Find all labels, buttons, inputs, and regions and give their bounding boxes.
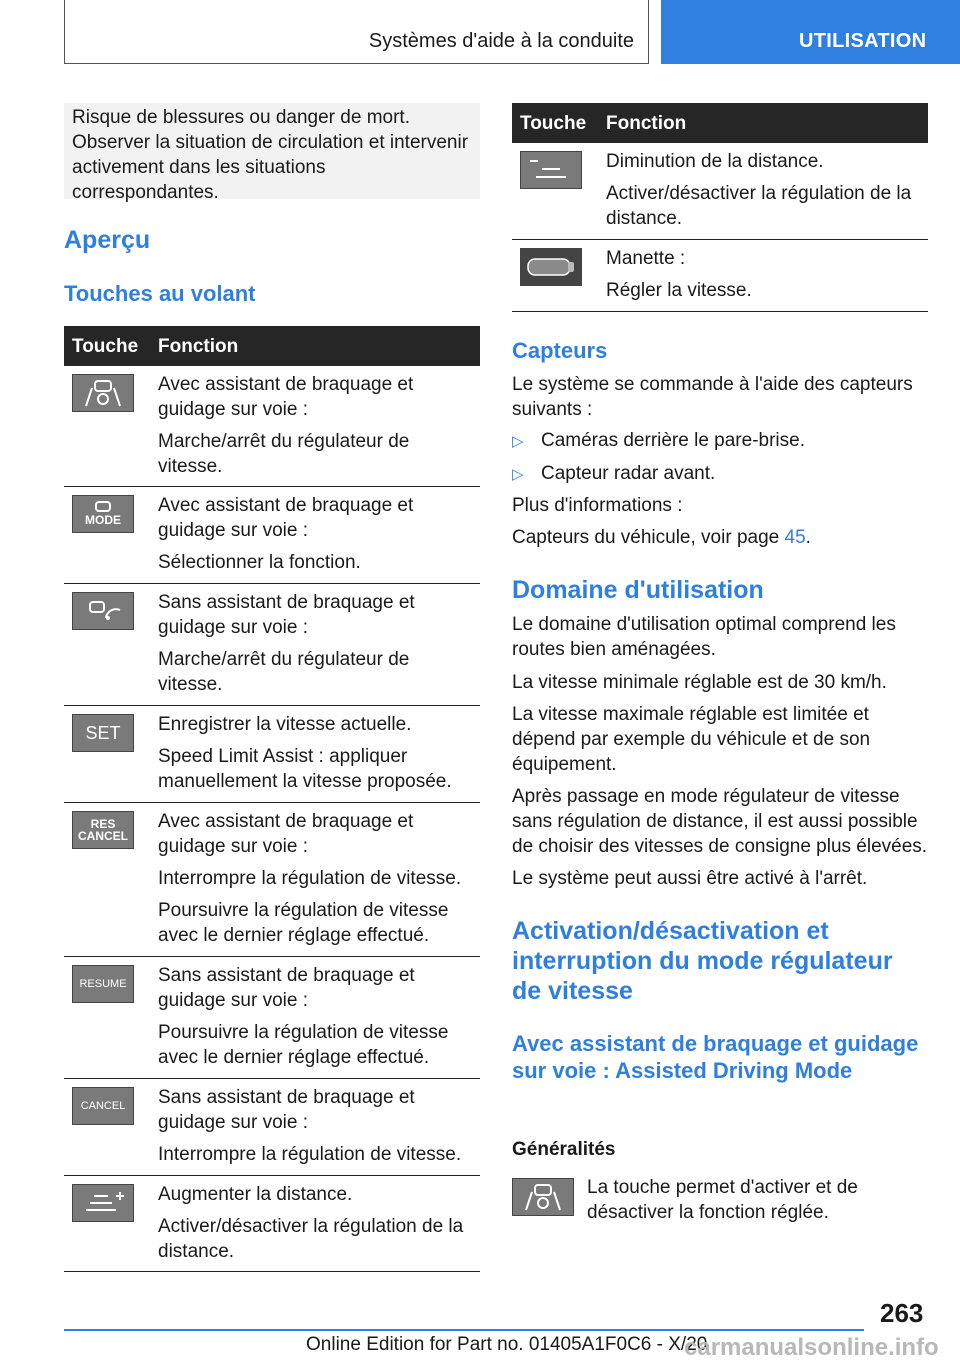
- row-text: Augmenter la distance.: [158, 1184, 353, 1205]
- heading-activation: Activation/désactivation et interruption du mode régulateur de vitesse: [512, 917, 893, 1005]
- heading-apercu: Aperçu: [64, 226, 151, 254]
- speed-lever-icon: [520, 248, 582, 286]
- table-header-touche: Touche: [72, 336, 139, 357]
- row-text: Sans assistant de braquage et guidage sur voie :: [158, 592, 415, 638]
- page-link[interactable]: 45: [784, 527, 806, 548]
- row-text: Speed Limit Assist : appliquer manuellement la vitesse proposée.: [158, 746, 452, 792]
- row-text: Interrompre la régulation de vitesse.: [158, 1144, 462, 1165]
- list-item-text: Caméras derrière le pare-brise.: [541, 430, 805, 451]
- distance-decrease-icon: [520, 151, 582, 189]
- heading-avec-assistant: Avec assistant de braquage et guidage sur voie : Assisted Driving Mode: [512, 1031, 919, 1083]
- header-chapter-title: UTILISATION: [799, 30, 927, 52]
- row-text: Poursuivre la régulation de vitesse avec le dernier réglage effectué.: [158, 900, 449, 946]
- distance-increase-icon: [72, 1184, 134, 1222]
- row-text: Sélectionner la fonction.: [158, 552, 361, 573]
- table-row: [64, 366, 480, 487]
- cruise-control-icon: [72, 592, 134, 630]
- domaine-paragraph: Après passage en mode régulateur de vitesse sans régulation de distance, il est aussi possible de choisir des vitesses de consigne plus élevées.: [512, 786, 928, 857]
- row-text: Marche/arrêt du régulateur de vitesse.: [158, 431, 410, 477]
- res-cancel-button-icon: [72, 811, 134, 849]
- table-header-fonction: Fonction: [606, 113, 687, 134]
- table-header-fonction: Fonction: [158, 336, 239, 357]
- page-number: 263: [880, 1298, 924, 1328]
- watermark: carmanualsonline.info: [684, 1334, 939, 1361]
- footer-edition: Online Edition for Part no. 01405A1F0C6 - X/20: [306, 1334, 708, 1355]
- table-row: [512, 143, 928, 240]
- icon-label: RESUME: [79, 978, 127, 990]
- row-text: Sans assistant de braquage et guidage sur voie :: [158, 1087, 415, 1133]
- warning-box: [64, 103, 480, 203]
- mode-button-icon: [72, 495, 134, 533]
- row-text: Avec assistant de braquage et guidage sur voie :: [158, 811, 414, 857]
- heading-capteurs: Capteurs: [512, 338, 608, 363]
- row-text: Régler la vitesse.: [606, 280, 752, 301]
- header-section-title: Systèmes d'aide à la conduite: [368, 30, 634, 52]
- cancel-button-icon: [72, 1087, 134, 1125]
- list-item: [512, 461, 715, 487]
- capteurs-intro: Le système se commande à l'aide des capteurs suivants :: [512, 374, 913, 420]
- row-text: Marche/arrêt du régulateur de vitesse.: [158, 649, 410, 695]
- table-row: [512, 240, 928, 312]
- generalites-text: La touche permet d'activer et de désactiver la fonction réglée.: [587, 1177, 858, 1223]
- domaine-paragraph: La vitesse maximale réglable est limitée et dépend par exemple du véhicule et de son équipement.: [512, 704, 871, 775]
- row-text: Activer/désactiver la régulation de la distance.: [158, 1216, 464, 1262]
- row-text: Interrompre la régulation de vitesse.: [158, 868, 462, 889]
- row-text: Avec assistant de braquage et guidage sur voie :: [158, 374, 414, 420]
- table-header: [64, 326, 480, 366]
- icon-label: CANCEL: [80, 1100, 126, 1112]
- heading-touches-volant: Touches au volant: [64, 281, 256, 306]
- footer-divider: [64, 1329, 864, 1331]
- set-button-icon: [72, 714, 134, 752]
- table-row: [64, 584, 480, 706]
- heading-generalites: Généralités: [512, 1139, 616, 1160]
- steering-assist-icon: [512, 1178, 574, 1216]
- row-text: Sans assistant de braquage et guidage sur voie :: [158, 965, 415, 1011]
- icon-label: RES CANCEL: [78, 817, 128, 843]
- reference-end: .: [805, 527, 811, 548]
- resume-button-icon: [72, 965, 134, 1003]
- reference-text: Capteurs du véhicule, voir page: [512, 527, 785, 548]
- domaine-paragraph: La vitesse minimale réglable est de 30 km/h.: [512, 672, 887, 693]
- domaine-paragraph: Le système peut aussi être activé à l'arrêt.: [512, 868, 868, 889]
- icon-label: SET: [85, 722, 121, 743]
- table-row: [64, 1176, 480, 1272]
- table-header-touche: Touche: [520, 113, 587, 134]
- heading-domaine: Domaine d'utilisation: [512, 576, 764, 604]
- row-text: Activer/désactiver la régulation de la distance.: [606, 183, 912, 229]
- row-text: Enregistrer la vitesse actuelle.: [158, 714, 412, 735]
- steering-wheel-buttons-table: [64, 326, 480, 1272]
- icon-label: MODE: [85, 513, 121, 527]
- warning-text: Risque de blessures ou danger de mort. Observer la situation de circulation et intervenir activement dans les situations correspondantes.: [72, 107, 469, 203]
- header-section-box: [64, 0, 649, 64]
- table-header: [512, 103, 928, 143]
- triangle-bullet-icon: ▷: [512, 466, 524, 483]
- row-text: Poursuivre la régulation de vitesse avec le dernier réglage effectué.: [158, 1022, 449, 1068]
- table-row: [64, 957, 480, 1079]
- header-chapter-tab: [661, 0, 960, 64]
- capteurs-more: Plus d'informations :: [512, 495, 683, 516]
- domaine-paragraph: Le domaine d'utilisation optimal comprend les routes bien aménagées.: [512, 614, 896, 660]
- table-row: [64, 487, 480, 584]
- table-row: [64, 803, 480, 957]
- table-row: [64, 706, 480, 803]
- triangle-bullet-icon: ▷: [512, 433, 524, 450]
- row-text: Avec assistant de braquage et guidage sur voie :: [158, 495, 414, 541]
- table-row: [64, 1079, 480, 1176]
- steering-assist-icon: [72, 374, 134, 412]
- row-text: Manette :: [606, 248, 686, 269]
- list-item: [512, 428, 805, 454]
- list-item-text: Capteur radar avant.: [541, 463, 716, 484]
- steering-wheel-buttons-table-continued: [512, 103, 928, 312]
- row-text: Diminution de la distance.: [606, 151, 824, 172]
- capteurs-reference: [512, 525, 928, 550]
